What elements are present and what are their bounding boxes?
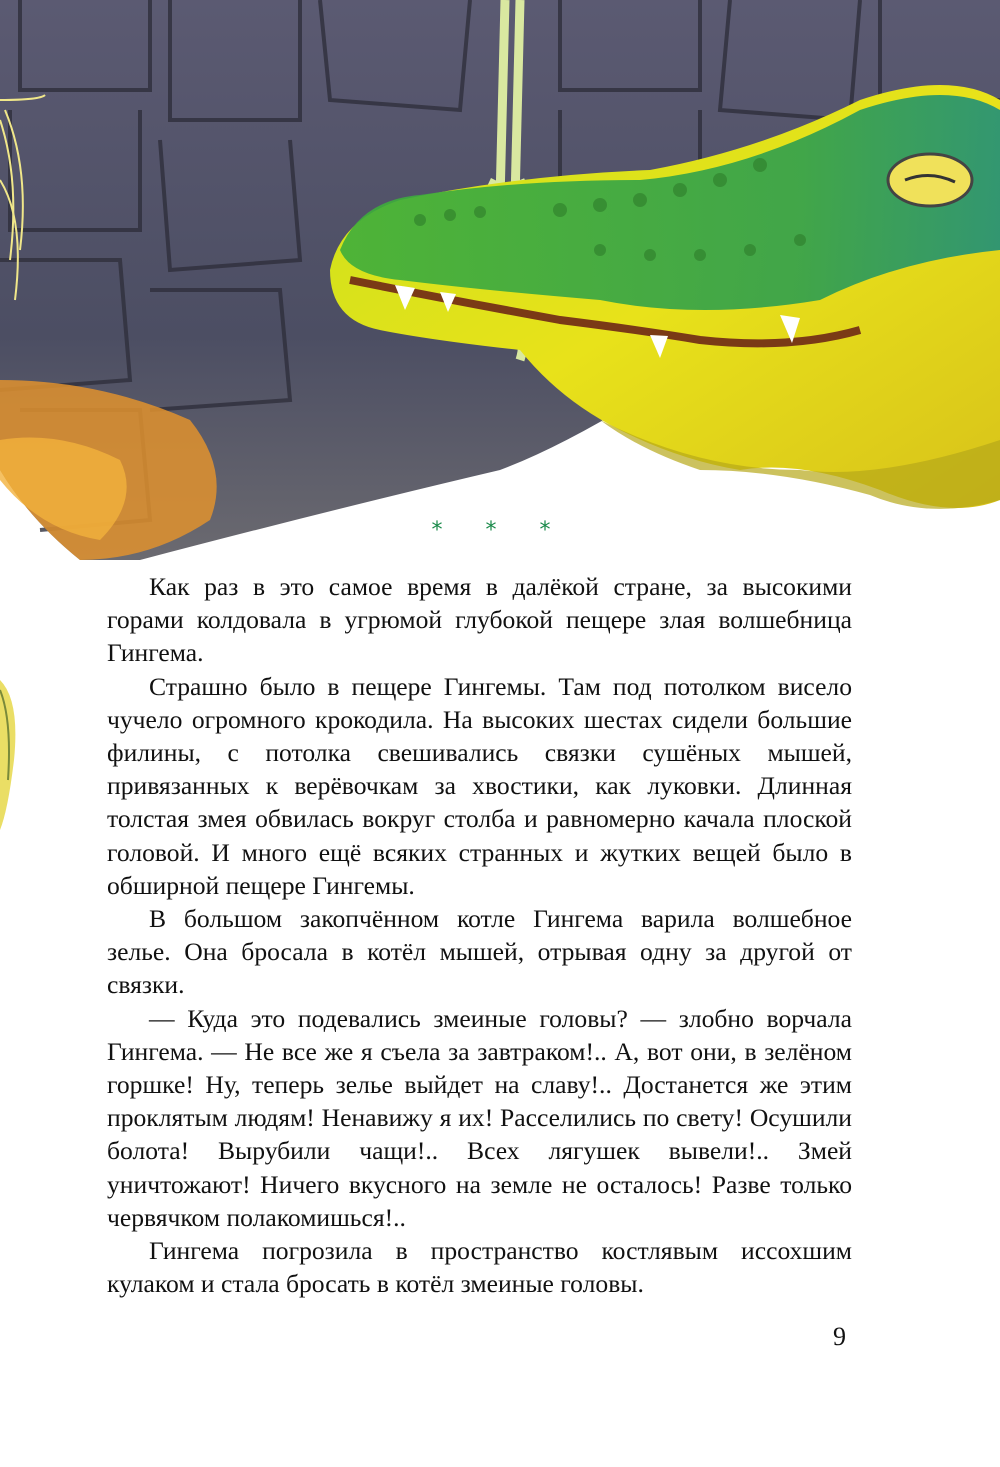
section-divider: * * * — [431, 518, 569, 543]
page-number: 9 — [833, 1322, 846, 1351]
crocodile-eye — [888, 154, 972, 206]
story-text — [107, 570, 852, 1300]
paragraph: — Куда это подевались змеиные головы? — злобно ворчала Гингема. — Не все же я съела за завтраком!.. А, вот они, в зелёном горшке! Ну, теперь зелье выйдет на славу!.. Достанется же этим проклятым людям! Ненавижу я их! Расселились по свету! Осушили болота! Вырубили чащи!.. Всех лягушек вывели!.. Змей уничтожают! Ничего вкусного на земле не осталось! Разве только червячком полакомишься!.. — [107, 1003, 852, 1232]
paragraph: В большом закопчённом котле Гингема варила волшебное зелье. Она бросала в котёл мышей, отрывая одну за другой от связки. — [107, 904, 852, 1000]
paragraph: Гингема погрозила в пространство костлявым иссохшим кулаком и стала бросать в котёл змеиные головы. — [107, 1236, 852, 1299]
paragraph: Как раз в это самое время в далёкой стране, за высокими горами колдовала в угрюмой глубокой пещере злая волшебница Гингема. — [107, 572, 852, 668]
paragraph: Страшно было в пещере Гингемы. Там под потолком висело чучело огромного крокодила. На высоких шестах сидели большие филины, с потолка свешивались связки сушёных мышей, привязанных к верёвочкам за хвостики, как луковки. Длинная толстая змея обвилась вокруг столба и равномерно качала плоской головой. И много ещё всяких странных и жутких вещей было в обширной пещере Гингемы. — [107, 671, 852, 900]
side-sketch-decoration — [0, 620, 60, 1040]
